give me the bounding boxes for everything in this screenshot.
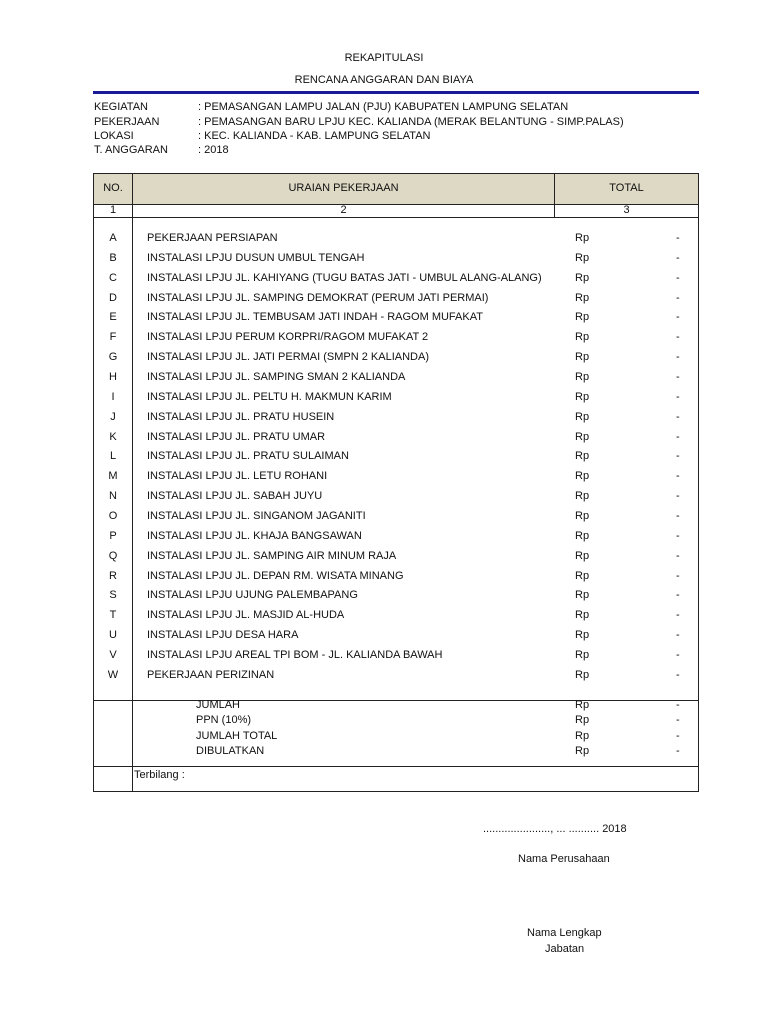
item-amount: -	[676, 470, 680, 483]
summary-row	[94, 714, 698, 729]
info-pekerjaan	[94, 116, 698, 130]
item-description: INSTALASI LPJU JL. SAMPING DEMOKRAT (PERUM JATI PERMAI)	[147, 291, 489, 304]
currency-label: Rp	[575, 509, 590, 522]
item-code: J	[110, 410, 116, 423]
item-description: INSTALASI LPJU JL. PELTU H. MAKMUN KARIM	[147, 390, 392, 403]
item-description: PEKERJAAN PERSIAPAN	[147, 232, 278, 244]
item-amount: -	[676, 232, 680, 244]
table-row	[94, 431, 698, 447]
item-amount: -	[676, 371, 680, 383]
budget-table	[93, 173, 699, 792]
terbilang-label: Terbilang :	[134, 769, 185, 781]
item-code: F	[109, 331, 117, 344]
currency-label: Rp	[575, 569, 590, 582]
document-title: REKAPITULASI	[344, 52, 424, 64]
table-header	[94, 174, 698, 205]
item-description: INSTALASI LPJU AREAL TPI BOM - JL. KALIANDA BAWAH	[147, 648, 443, 661]
currency-label: Rp	[575, 410, 590, 423]
item-code: W	[107, 668, 119, 681]
table-row	[94, 530, 698, 546]
item-code: R	[109, 569, 117, 582]
item-description: INSTALASI LPJU JL. KAHIYANG (TUGU BATAS JATI - UMBUL ALANG-ALANG)	[147, 271, 542, 284]
currency-label: Rp	[575, 371, 590, 383]
column-number: 2	[340, 204, 347, 216]
item-amount: -	[676, 648, 680, 661]
currency-label: Rp	[575, 714, 590, 727]
column-divider	[554, 174, 555, 217]
table-row	[94, 311, 698, 327]
item-code: H	[109, 371, 117, 383]
header-total: TOTAL	[609, 182, 644, 194]
table-row	[94, 331, 698, 347]
item-amount: -	[676, 331, 680, 344]
column-number-row	[94, 205, 698, 218]
summary-label: JUMLAH	[196, 699, 241, 711]
item-code: O	[108, 509, 118, 522]
currency-label: Rp	[575, 390, 590, 403]
info-label: KEGIATAN	[94, 101, 148, 113]
column-number: 3	[623, 204, 630, 216]
item-amount: -	[676, 629, 680, 641]
info-value: : PEMASANGAN LAMPU JALAN (PJU) KABUPATEN LAMPUNG SELATAN	[198, 101, 569, 113]
info-label: T. ANGGARAN	[94, 144, 168, 156]
title-divider	[93, 91, 699, 94]
item-description: INSTALASI LPJU JL. LETU ROHANI	[147, 470, 328, 483]
summary-label: JUMLAH TOTAL	[196, 729, 278, 742]
item-description: INSTALASI LPJU DESA HARA	[147, 629, 299, 641]
info-kegiatan	[94, 101, 698, 115]
table-row	[94, 470, 698, 486]
table-row	[94, 649, 698, 665]
table-row	[94, 272, 698, 288]
table-row	[94, 252, 698, 268]
signatory-name: Nama Lengkap	[527, 927, 602, 939]
item-code: V	[109, 648, 117, 661]
item-amount: -	[676, 609, 680, 622]
currency-label: Rp	[575, 589, 590, 602]
summary-amount: -	[676, 744, 680, 757]
info-value: : KEC. KALIANDA - KAB. LAMPUNG SELATAN	[198, 130, 431, 142]
item-code: B	[109, 251, 117, 264]
item-amount: -	[676, 490, 680, 503]
item-description: INSTALASI LPJU JL. JATI PERMAI (SMPN 2 KALIANDA)	[147, 351, 429, 364]
item-amount: -	[676, 668, 680, 681]
item-amount: -	[676, 410, 680, 423]
signatory-position: Jabatan	[545, 943, 585, 955]
item-code: K	[109, 430, 117, 443]
item-amount: -	[676, 589, 680, 602]
summary-amount: -	[676, 699, 680, 711]
table-row	[94, 490, 698, 506]
currency-label: Rp	[575, 729, 590, 742]
item-description: INSTALASI LPJU UJUNG PALEMBAPANG	[147, 589, 358, 602]
item-amount: -	[676, 390, 680, 403]
item-code: Q	[108, 549, 118, 562]
table-row	[94, 669, 698, 685]
item-description: INSTALASI LPJU JL. TEMBUSAM JATI INDAH - RAGOM MUFAKAT	[147, 311, 483, 324]
info-value: : PEMASANGAN BARU LPJU KEC. KALIANDA (MERAK BELANTUNG - SIMP.PALAS)	[198, 116, 624, 128]
info-tahun-anggaran	[94, 144, 698, 158]
item-code: C	[109, 271, 117, 284]
currency-label: Rp	[575, 549, 590, 562]
currency-label: Rp	[575, 311, 590, 324]
table-row	[94, 450, 698, 466]
item-description: INSTALASI LPJU JL. SAMPING SMAN 2 KALIANDA	[147, 371, 406, 383]
summary-row	[94, 730, 698, 745]
info-value: : 2018	[198, 144, 229, 156]
table-row	[94, 550, 698, 566]
summary-row	[94, 745, 698, 760]
item-description: INSTALASI LPJU JL. SABAH JUYU	[147, 490, 323, 503]
summary-row	[94, 699, 698, 714]
header-uraian: URAIAN PEKERJAAN	[288, 182, 399, 194]
company-name: Nama Perusahaan	[518, 853, 610, 865]
item-description: INSTALASI LPJU JL. SINGANOM JAGANITI	[147, 509, 366, 522]
item-description: INSTALASI LPJU JL. MASJID AL-HUDA	[147, 609, 345, 622]
item-code: T	[109, 609, 117, 622]
item-amount: -	[676, 251, 680, 264]
info-lokasi	[94, 130, 698, 144]
item-amount: -	[676, 291, 680, 304]
table-row	[94, 232, 698, 248]
currency-label: Rp	[575, 529, 590, 542]
currency-label: Rp	[575, 450, 590, 463]
item-code: M	[108, 470, 118, 483]
table-row	[94, 570, 698, 586]
table-row	[94, 292, 698, 308]
item-description: INSTALASI LPJU DUSUN UMBUL TENGAH	[147, 251, 365, 264]
row-divider	[94, 766, 698, 767]
summary-label: PPN (10%)	[196, 714, 252, 727]
item-amount: -	[676, 271, 680, 284]
signature-date: ......................, ... .......... 2018	[483, 823, 627, 835]
item-code: U	[109, 629, 117, 641]
item-code: P	[109, 529, 117, 542]
currency-label: Rp	[575, 271, 590, 284]
currency-label: Rp	[575, 351, 590, 364]
item-description: INSTALASI LPJU JL. KHAJA BANGSAWAN	[147, 529, 362, 542]
currency-label: Rp	[575, 609, 590, 622]
item-description: INSTALASI LPJU JL. PRATU SULAIMAN	[147, 450, 349, 463]
item-amount: -	[676, 351, 680, 364]
info-label: PEKERJAAN	[94, 116, 160, 128]
table-row	[94, 411, 698, 427]
table-row	[94, 391, 698, 407]
item-description: INSTALASI LPJU JL. DEPAN RM. WISATA MINANG	[147, 569, 404, 582]
table-row	[94, 510, 698, 526]
document-subtitle: RENCANA ANGGARAN DAN BIAYA	[294, 74, 474, 86]
item-description: INSTALASI LPJU JL. PRATU HUSEIN	[147, 410, 335, 423]
summary-amount: -	[676, 714, 680, 727]
item-code: L	[109, 450, 117, 463]
item-description: INSTALASI LPJU PERUM KORPRI/RAGOM MUFAKAT 2	[147, 331, 429, 344]
info-label: LOKASI	[94, 130, 134, 142]
table-row	[94, 589, 698, 605]
item-amount: -	[676, 569, 680, 582]
currency-label: Rp	[575, 490, 590, 503]
item-amount: -	[676, 430, 680, 443]
currency-label: Rp	[575, 430, 590, 443]
item-description: INSTALASI LPJU JL. PRATU UMAR	[147, 430, 326, 443]
item-description: INSTALASI LPJU JL. SAMPING AIR MINUM RAJA	[147, 549, 397, 562]
item-code: I	[111, 390, 115, 403]
currency-label: Rp	[575, 251, 590, 264]
item-amount: -	[676, 509, 680, 522]
item-code: E	[109, 311, 117, 324]
currency-label: Rp	[575, 744, 590, 757]
item-code: G	[108, 351, 118, 364]
currency-label: Rp	[575, 699, 590, 711]
currency-label: Rp	[575, 232, 590, 244]
column-number: 1	[109, 204, 117, 216]
table-row	[94, 629, 698, 645]
table-row	[94, 351, 698, 367]
summary-amount: -	[676, 729, 680, 742]
currency-label: Rp	[575, 331, 590, 344]
currency-label: Rp	[575, 648, 590, 661]
item-amount: -	[676, 549, 680, 562]
item-code: A	[109, 232, 117, 244]
item-code: N	[109, 490, 117, 503]
table-row	[94, 609, 698, 625]
header-no: NO.	[103, 182, 123, 194]
currency-label: Rp	[575, 470, 590, 483]
item-amount: -	[676, 311, 680, 324]
item-code: D	[109, 291, 117, 304]
item-amount: -	[676, 529, 680, 542]
item-amount: -	[676, 450, 680, 463]
currency-label: Rp	[575, 629, 590, 641]
summary-label: DIBULATKAN	[196, 744, 265, 757]
item-description: PEKERJAAN PERIZINAN	[147, 668, 275, 681]
currency-label: Rp	[575, 291, 590, 304]
currency-label: Rp	[575, 668, 590, 681]
table-row	[94, 371, 698, 387]
item-code: S	[109, 589, 117, 602]
